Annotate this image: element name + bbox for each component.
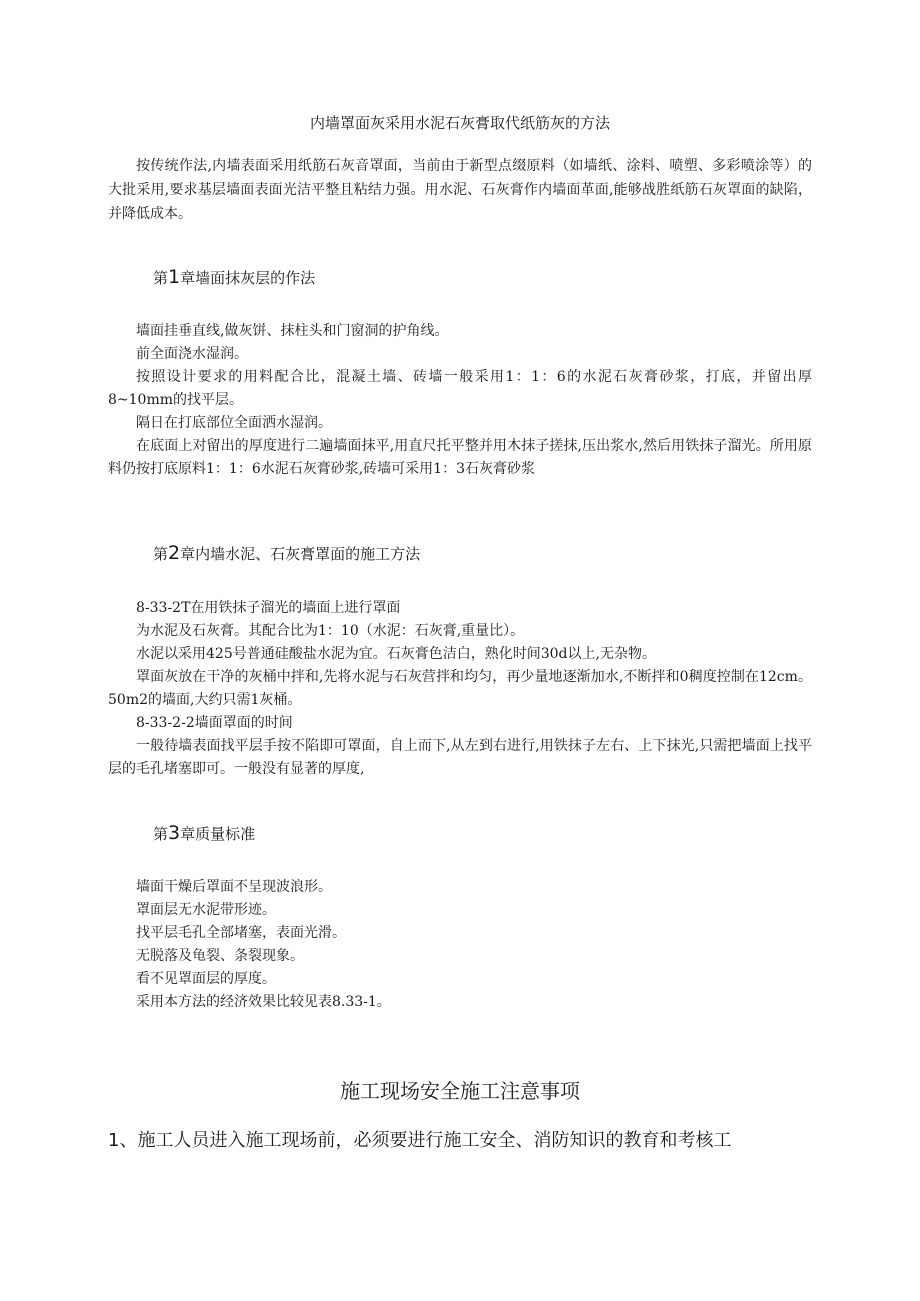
chapter-2-paragraph: 8-33-2-2墙面罩面的时间 <box>136 715 293 731</box>
chapter-1-body <box>108 320 812 481</box>
chapter-1-paragraph: 在底面上对留出的厚度进行二遍墙面抹平,用直尺托平整并用木抹子搓抹,压出浆水,然后用铁抹子溜光。所用原料仍按打底原料1：1：6水泥石灰膏砂浆,砖墙可采用1：3石灰膏砂浆 <box>108 438 812 477</box>
chapter-1-title: 章墙面抹灰层的作法 <box>180 269 316 287</box>
chapter-3-paragraph: 找平层毛孔全部堵塞，表面光滑。 <box>136 925 346 941</box>
chapter-1-paragraph: 按照设计要求的用料配合比，混凝土墙、砖墙一般采用1：1：6的水泥石灰膏砂浆，打底，并留出厚8~10mm的找平层。 <box>108 369 812 408</box>
chapter-2-body <box>108 597 812 781</box>
notice-title: 施工现场安全施工注意事项 <box>340 1079 580 1103</box>
chapter-3-paragraph: 罩面层无水泥带形迹。 <box>136 902 276 918</box>
chapter-1-prefix: 第 <box>153 269 169 287</box>
chapter-3-paragraph: 采用本方法的经济效果比较见表8.33-1。 <box>136 994 391 1010</box>
chapter-3-prefix: 第 <box>153 825 169 843</box>
chapter-2-title: 章内墙水泥、石灰膏罩面的施工方法 <box>180 545 421 563</box>
chapter-2-paragraph: 罩面灰放在干净的灰桶中拌和,先将水泥与石灰营拌和均匀，再少量地逐渐加水,不断拌和0稠度控制在12cm。50m2的墙面,大约只需1灰桶。 <box>108 669 812 708</box>
notice-item-number: 1 <box>108 1130 120 1151</box>
chapter-2-number: 2 <box>168 542 181 564</box>
chapter-1-paragraph: 前全面浇水湿润。 <box>136 346 248 362</box>
chapter-2-paragraph: 一般待墙表面找平层手按不陷即可罩面，自上而下,从左到右进行,用铁抹子左右、上下抹光,只需把墙面上找平层的毛孔堵塞即可。一般没有显著的厚度, <box>108 738 812 777</box>
chapter-1-heading <box>153 266 315 289</box>
document-title: 内墙罩面灰采用水泥石灰膏取代纸筋灰的方法 <box>309 114 610 132</box>
intro-paragraph: 按传统作法,内墙表面采用纸筋石灰音罩面，当前由于新型点缀原料（如墙纸、涂料、喷塑、多彩喷涂等）的大批采用,要求基层墙面表面光洁平整且粘结力强。用水泥、石灰膏作内墙面革面,能够战胜纸筋石灰罩面的缺陷，并降低成本。 <box>108 158 812 222</box>
chapter-2-heading <box>153 542 420 565</box>
chapter-2-paragraph: 水泥以采用425号普通硅酸盐水泥为宜。石灰膏色洁白，熟化时间30d以上,无杂物。 <box>136 646 656 662</box>
chapter-2-paragraph: 为水泥及石灰膏。其配合比为1：10（水泥：石灰膏,重量比）。 <box>136 623 525 639</box>
notice-item <box>108 1128 828 1154</box>
notice-item-text: 、施工人员进入施工现场前，必须要进行施工安全、消防知识的教育和考核工 <box>119 1130 732 1151</box>
chapter-1-paragraph: 墙面挂垂直线,做灰饼、抹柱头和门窗洞的护角线。 <box>136 323 449 339</box>
chapter-3-paragraph: 无脱落及龟裂、条裂现象。 <box>136 948 304 964</box>
chapter-3-body <box>108 876 812 1014</box>
chapter-3-number: 3 <box>168 822 181 844</box>
chapter-3-paragraph: 墙面干燥后罩面不呈现波浪形。 <box>136 879 332 895</box>
chapter-3-paragraph: 看不见罩面层的厚度。 <box>136 971 276 987</box>
chapter-3-title: 章质量标准 <box>180 825 256 843</box>
chapter-1-number: 1 <box>168 266 181 288</box>
chapter-3-heading <box>153 822 255 845</box>
chapter-2-paragraph: 8-33-2T在用铁抹子溜光的墙面上进行罩面 <box>136 600 401 616</box>
chapter-2-prefix: 第 <box>153 545 169 563</box>
chapter-1-paragraph: 隔日在打底部位全面洒水湿润。 <box>136 415 332 431</box>
